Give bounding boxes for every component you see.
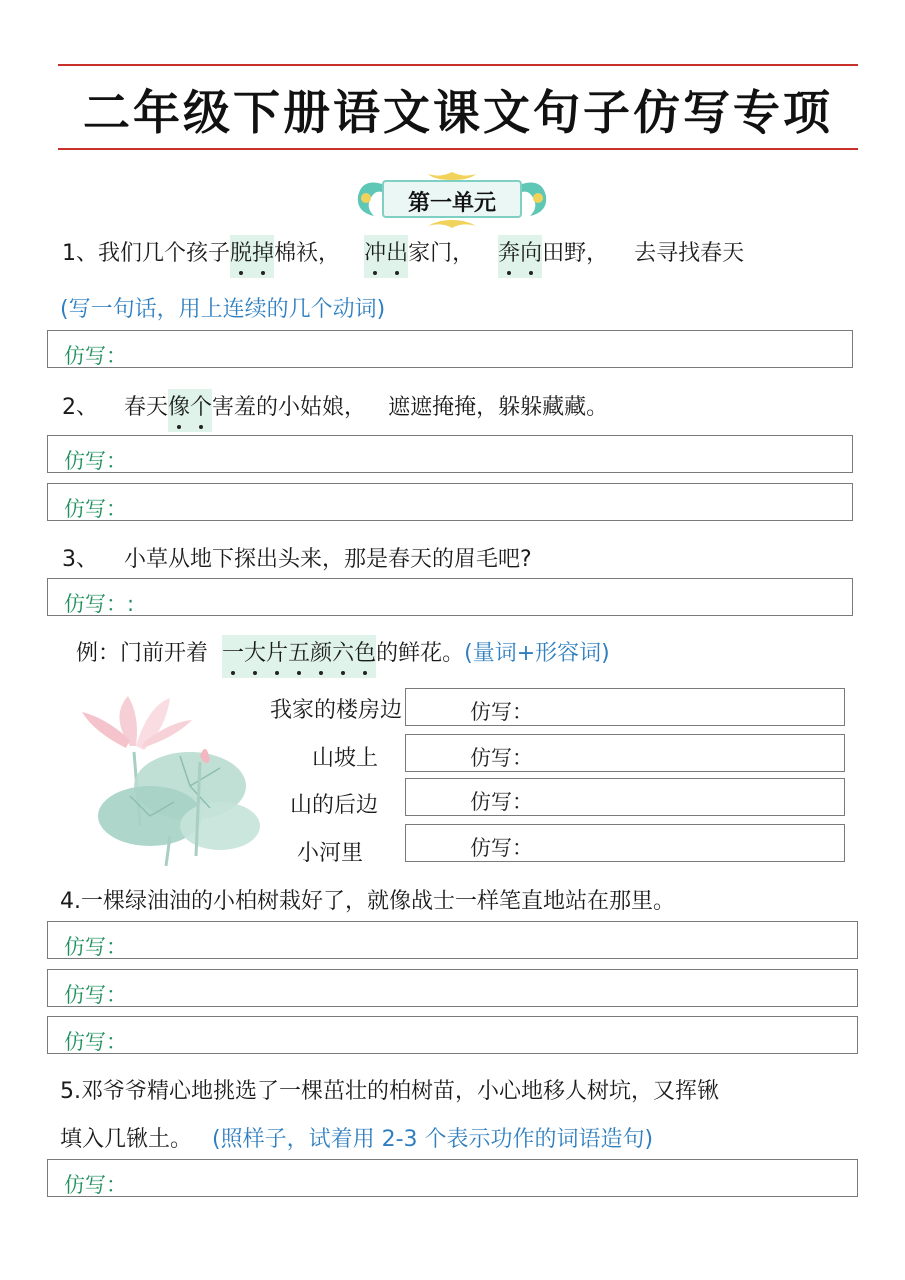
sentence-text: 填入几锹土。 [60, 1127, 193, 1152]
fill-label: 仿写： [64, 983, 127, 1007]
question-4: 4.一棵绿油油的小柏树栽好了，就像战士一样笔直地站在那里。 [60, 889, 675, 914]
sentence-text: 遮遮掩掩，躲躲藏藏。 [388, 395, 609, 420]
fill-label: 仿写： [64, 449, 127, 473]
dotted-char: 片 [266, 641, 289, 666]
sentence-text: 我们几个孩子 [98, 241, 231, 266]
unit-badge [352, 172, 552, 228]
fill-label: 仿写： [470, 790, 533, 814]
dotted-char: 冲 [364, 241, 387, 266]
place-label: 山的后边 [289, 793, 378, 818]
page-title: 二年级下册语文课文句子仿写专项 [83, 86, 833, 141]
question-number: 2、 [62, 395, 98, 420]
fill-label: 仿写： [470, 746, 533, 770]
sentence-text: 田野， [542, 241, 609, 266]
fill-label: 仿写： [64, 344, 127, 368]
answer-box[interactable] [47, 483, 853, 521]
example-sentence [76, 636, 610, 667]
dotted-char: 色 [354, 641, 377, 666]
sentence-text: 家门， [408, 241, 475, 266]
fill-label: 仿写： [470, 700, 533, 724]
place-label: 小河里 [296, 841, 363, 866]
fill-label: 仿写： [64, 1030, 127, 1054]
instruction-hint: (照样子，试着用 2-3 个表示功作的词语造句) [212, 1127, 654, 1152]
instruction-hint: (写一句话，用上连续的几个动词) [60, 297, 386, 322]
question-3 [62, 542, 532, 573]
dotted-char: 大 [244, 641, 267, 666]
sentence-text: 棉袄， [274, 241, 341, 266]
example-prefix: 例：门前开着 [76, 641, 209, 666]
sentence-text: 春天 [124, 395, 169, 420]
question-number: 3、 [62, 547, 98, 572]
example-suffix: 的鲜花。 [376, 641, 465, 666]
answer-box[interactable] [47, 578, 853, 616]
answer-box[interactable] [47, 969, 858, 1007]
place-label: 我家的楼房边 [269, 698, 402, 723]
dotted-char: 六 [332, 641, 355, 666]
answer-box[interactable] [405, 824, 845, 862]
question-2 [62, 390, 608, 421]
title-bottom-rule [58, 148, 858, 150]
title-top-rule [58, 64, 858, 66]
answer-box[interactable] [405, 734, 845, 772]
answer-box[interactable] [47, 1159, 858, 1197]
dotted-char: 一 [222, 641, 245, 666]
sentence-text: 去寻找春天 [634, 241, 745, 266]
dotted-char: 奔 [498, 241, 521, 266]
dotted-char: 脱 [230, 241, 253, 266]
question-5-line-1: 5.邓爷爷精心地挑选了一棵茁壮的柏树苗，小心地移人树坑，又挥锹 [60, 1079, 719, 1104]
dotted-char: 掉 [252, 241, 275, 266]
highlighted-word [168, 389, 212, 432]
question-number: 1、 [62, 241, 98, 266]
highlighted-verb [498, 235, 542, 278]
sentence-text: 小草从地下探出头来，那是春天的眉毛吧? [124, 547, 532, 572]
highlighted-verb [364, 235, 408, 278]
dotted-char: 向 [520, 241, 543, 266]
fill-label: 仿写： [64, 935, 127, 959]
answer-box[interactable] [47, 330, 853, 368]
fill-label: 仿写： [470, 836, 533, 860]
dotted-char: 颜 [310, 641, 333, 666]
dotted-char: 五 [288, 641, 311, 666]
highlighted-verb [230, 235, 274, 278]
highlighted-phrase [222, 635, 376, 678]
answer-box[interactable] [47, 1016, 858, 1054]
dotted-char: 个 [190, 395, 213, 420]
place-label: 山坡上 [311, 746, 378, 771]
instruction-hint: (量词+形容词) [464, 641, 610, 666]
dotted-char: 出 [386, 241, 409, 266]
answer-box[interactable] [405, 778, 845, 816]
answer-box[interactable] [47, 921, 858, 959]
answer-box[interactable] [405, 688, 845, 726]
unit-title: 第一单元 [407, 190, 496, 216]
fill-label: 仿写： [64, 497, 127, 521]
question-5-line-2 [60, 1122, 653, 1153]
fill-label: 仿写：: [64, 592, 135, 616]
answer-box[interactable] [47, 435, 853, 473]
question-1 [62, 236, 744, 267]
fill-label: 仿写： [64, 1173, 127, 1197]
sentence-text: 害羞的小姑娘， [212, 395, 367, 420]
dotted-char: 像 [168, 395, 191, 420]
